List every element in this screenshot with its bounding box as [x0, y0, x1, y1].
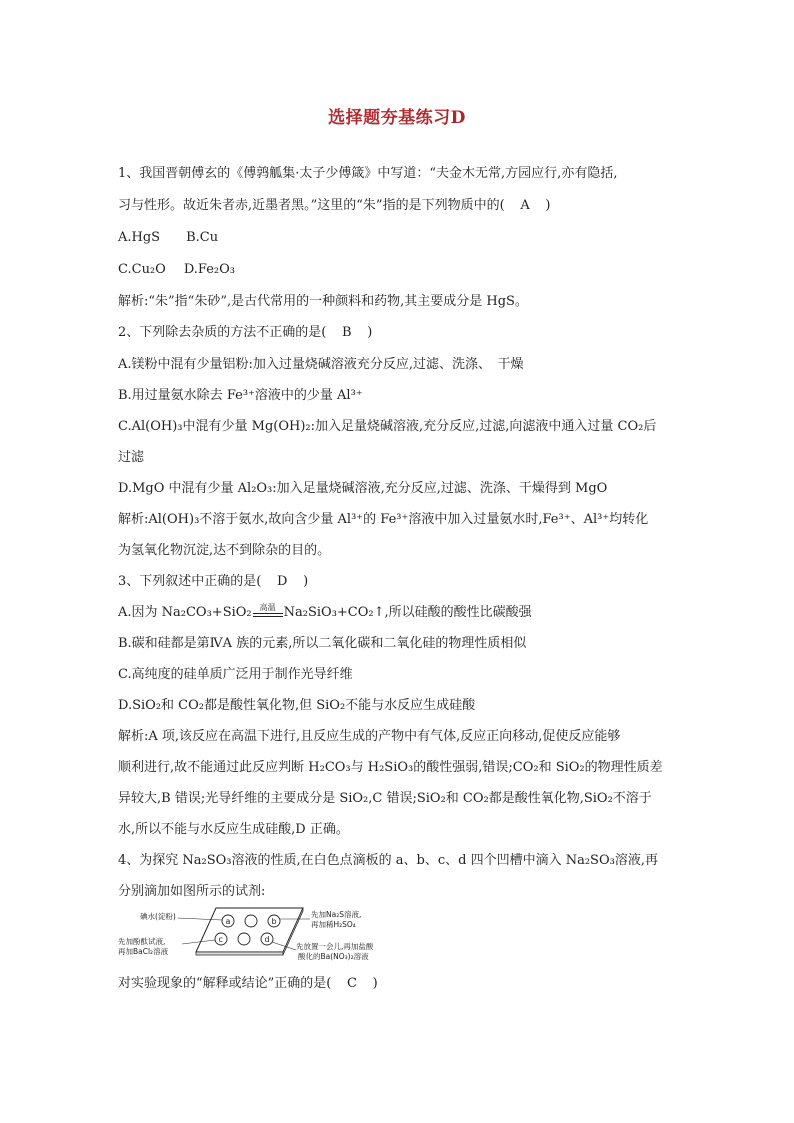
- q1-option-a: A.HgS: [118, 230, 161, 245]
- q1-analysis: 解析:“朱”指“朱砂”,是古代常用的一种颜料和药物,其主要成分是 HgS。: [118, 294, 528, 309]
- q4-stem-line3: 对实验现象的“解释或结论”正确的是( C ): [118, 976, 378, 991]
- well-d-letter: d: [264, 935, 270, 944]
- q3-analysis-line3: 异较大,B 错误;光导纤维的主要成分是 SiO₂,C 错误;SiO₂和 CO₂都是酸性氧化物,SiO₂不溶于: [118, 791, 652, 806]
- q2-option-d: D.MgO 中混有少量 Al₂O₃:加入足量烧碱溶液,充分反应,过滤、洗涤、干燥得到 MgO: [118, 481, 608, 496]
- q3-option-a-products: Na₂SiO₃+CO₂↑,所以硅酸的酸性比碳酸强: [283, 605, 532, 620]
- well-b-letter: b: [271, 917, 277, 926]
- well-top-middle: [245, 915, 257, 927]
- q2-stem: 2、下列除去杂质的方法不正确的是( B ): [118, 325, 373, 340]
- q1-stem-line1: 1、我国晋朝傅玄的《傅鹑觚集·太子少傅箴》中写道：“夫金木无常,方园应行,亦有隐括,: [118, 166, 618, 181]
- q1-answer: A: [520, 198, 530, 213]
- q4-stem-line2: 分别滴加如图所示的试剂:: [118, 884, 266, 899]
- q2-stem-text: 2、下列除去杂质的方法不正确的是(: [118, 325, 327, 340]
- q4-stem-text: 对实验现象的“解释或结论”正确的是(: [118, 976, 332, 991]
- q2-answer: B: [342, 325, 352, 340]
- q2-analysis-line1: 解析:Al(OH)₃不溶于氨水,故向含少量 Al³⁺的 Fe³⁺溶液中加入过量氨水时,Fe³⁺、Al³⁺均转化: [118, 512, 649, 527]
- q1-options-cd: [118, 261, 235, 279]
- label-reagent-c-line2: 再加BaCl₂溶液: [118, 947, 169, 956]
- q3-reaction-condition: 高温: [259, 602, 276, 612]
- q2-option-a: A.镁粉中混有少量铝粉:加入过量烧碱溶液充分反应,过滤、洗涤、 干燥: [118, 357, 524, 372]
- q2-option-c-line2: 过滤: [118, 450, 145, 465]
- well-bottom-middle: [238, 933, 250, 945]
- q2-analysis-line2: 为氢氧化物沉淀,达不到除杂的目的。: [118, 543, 331, 558]
- q3-analysis-line1: 解析:A 项,该反应在高温下进行,且反应生成的产物中有气体,反应正向移动,促使反应能够: [118, 729, 621, 744]
- q3-analysis-line2: 顺利进行,故不能通过此反应判断 H₂CO₃与 H₂SiO₃的酸性强弱,错误;CO₂和 SiO₂的物理性质差: [118, 760, 663, 775]
- page-title: 选择题夯基练习D: [328, 108, 466, 128]
- q1-stem-text: 习与性形。故近朱者赤,近墨者黑。”这里的“朱”指的是下列物质中的(: [118, 198, 505, 213]
- well-c-letter: c: [218, 935, 223, 944]
- q1-options-ab: [118, 229, 218, 247]
- q3-option-b: B.碳和硅都是第ⅣA 族的元素,所以二氧化碳和二氧化硅的物理性质相似: [118, 636, 527, 651]
- q3-analysis-line4: 水,所以不能与水反应生成硅酸,D 正确。: [118, 822, 349, 837]
- label-reagent-b-line1: 先加Na₂S溶液,: [311, 910, 362, 919]
- q4-stem-line1: 4、为探究 Na₂SO₃溶液的性质,在白色点滴板的 a、b、c、d 四个凹槽中滴入 Na₂SO₃溶液,再: [118, 853, 658, 868]
- label-reagent-d-line2: 酸化的Ba(NO₃)₂溶液: [298, 952, 369, 961]
- q1-stem-line2: 习与性形。故近朱者赤,近墨者黑。”这里的“朱”指的是下列物质中的( A ): [118, 198, 551, 213]
- q3-answer: D: [277, 574, 288, 589]
- label-reagent-a: 碘水(淀粉): [140, 912, 176, 921]
- label-reagent-d-line1: 先放置一会儿,再加盐酸: [296, 942, 374, 951]
- label-reagent-b-line2: 再加稀H₂SO₄: [311, 920, 356, 929]
- q3-option-a-reactants: A.因为 Na₂CO₃+SiO₂: [118, 605, 252, 620]
- q2-option-c-line1: C.Al(OH)₃中混有少量 Mg(OH)₂:加入足量烧碱溶液,充分反应,过滤,向滤液中通入过量 CO₂后: [118, 419, 657, 434]
- q1-option-b: B.Cu: [186, 230, 219, 245]
- q1-option-d: D.Fe₂O₃: [183, 262, 235, 277]
- well-a-letter: a: [225, 917, 231, 926]
- q3-stem-text: 3、下列叙述中正确的是(: [118, 574, 262, 589]
- q3-reaction-arrow: [252, 602, 284, 620]
- spot-plate-edge: [196, 952, 283, 955]
- label-reagent-c-line1: 先加酚酞试液,: [118, 937, 166, 946]
- q3-option-c: C.高纯度的硅单质广泛用于制作光导纤维: [118, 667, 353, 682]
- q3-option-a: [118, 604, 532, 622]
- q1-option-c: C.Cu₂O: [118, 262, 166, 277]
- q3-option-d: D.SiO₂和 CO₂都是酸性氧化物,但 SiO₂不能与水反应生成硅酸: [118, 698, 476, 713]
- q3-stem: 3、下列叙述中正确的是( D ): [118, 574, 309, 589]
- q2-option-b: B.用过量氨水除去 Fe³⁺溶液中的少量 Al³⁺: [118, 388, 363, 403]
- spot-plate-figure: [118, 906, 403, 970]
- q3-equals-sign: [253, 613, 283, 617]
- q4-answer: C: [347, 976, 357, 991]
